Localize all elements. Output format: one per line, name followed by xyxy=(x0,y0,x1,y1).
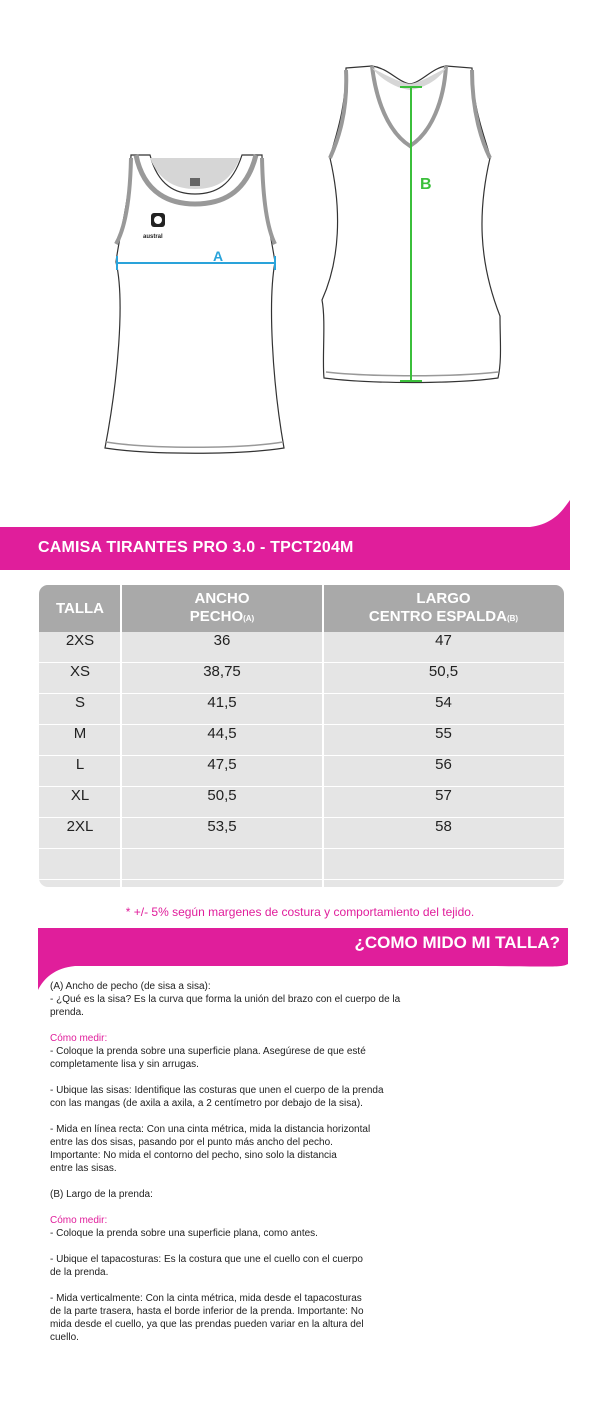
cell-largo: 50,5 xyxy=(428,663,459,680)
cell-talla: L xyxy=(75,756,85,773)
cell-talla xyxy=(39,849,121,879)
cell-talla: XS xyxy=(69,663,90,680)
section-a-title: (A) Ancho de pecho (de sisa a sisa): xyxy=(50,981,211,992)
header-talla: TALLA xyxy=(55,599,105,617)
cell-largo: 47 xyxy=(435,632,452,649)
cell-ancho: 36 xyxy=(213,632,231,649)
cell-ancho: 41,5 xyxy=(207,694,237,711)
neck-label-icon xyxy=(190,178,200,186)
section-b-title: (B) Largo de la prenda: xyxy=(50,1189,153,1200)
title-banner xyxy=(0,500,600,570)
column-divider xyxy=(322,585,324,887)
step-text: - Ubique el tapacosturas: Es la costura que une el cuello con el cuerpo de la prenda. xyxy=(50,1254,363,1278)
cell-largo xyxy=(323,849,564,879)
cell-talla: 2XL xyxy=(66,818,94,835)
howto-title: ¿COMO MIDO MI TALLA? xyxy=(354,933,560,952)
step-text: - Coloque la prenda sobre una superficie plana, como antes. xyxy=(50,1228,318,1239)
table-row xyxy=(39,787,564,818)
sisa-definition: - ¿Qué es la sisa? Es la curva que forma la unión del brazo con el cuerpo de la prenda. xyxy=(50,994,401,1018)
cell-talla: 2XS xyxy=(65,632,95,649)
cell-ancho: 47,5 xyxy=(207,756,237,773)
cell-largo: 55 xyxy=(435,725,452,742)
cell-largo: 58 xyxy=(435,818,452,835)
measure-b-label: B xyxy=(420,176,432,193)
cell-ancho xyxy=(121,849,323,879)
measure-a-label: A xyxy=(213,248,224,264)
table-row-empty xyxy=(39,849,564,880)
como-medir-heading: Cómo medir: xyxy=(50,1215,108,1226)
cell-ancho: 38,75 xyxy=(203,663,241,680)
garment-illustration xyxy=(0,0,600,500)
product-title: CAMISA TIRANTES PRO 3.0 - TPCT204M xyxy=(38,539,354,556)
table-row xyxy=(39,632,564,663)
cell-largo: 56 xyxy=(435,756,452,773)
column-divider xyxy=(120,585,122,887)
cell-talla: S xyxy=(74,694,85,711)
cell-talla: XL xyxy=(70,787,90,804)
tank-top-drawing xyxy=(0,0,600,500)
table-row xyxy=(39,756,564,787)
measure-instructions xyxy=(50,980,450,1344)
table-header xyxy=(39,585,564,632)
header-largo-espalda: LARGO CENTRO ESPALDA(B) xyxy=(368,589,519,625)
table-body xyxy=(39,632,564,880)
cell-largo: 57 xyxy=(435,787,452,804)
cell-ancho: 50,5 xyxy=(207,787,237,804)
svg-text:austral: austral xyxy=(143,234,163,240)
cell-ancho: 53,5 xyxy=(207,818,237,835)
table-row xyxy=(39,694,564,725)
step-text: - Ubique las sisas: Identifique las costuras que unen el cuerpo de la prenda con las mangas (de axila a axila, a 2 centímetro por debajo de la sisa). xyxy=(50,1085,384,1109)
cell-talla: M xyxy=(73,725,87,742)
step-text: - Mida verticalmente: Con la cinta métrica, mida desde el tapacosturas de la parte trasera, hasta el borde inferior de la prenda. Importante: No mida desde el cuello, ya que las prendas pueden variar en la altura del cuello. xyxy=(50,1293,364,1343)
size-table xyxy=(39,585,564,887)
header-ancho-pecho: ANCHO PECHO(A) xyxy=(189,589,255,625)
tolerance-note: * +/- 5% según margenes de costura y comportamiento del tejido. xyxy=(125,905,475,919)
cell-ancho: 44,5 xyxy=(207,725,237,742)
step-text: - Coloque la prenda sobre una superficie plana. Asegúrese de que esté completamente lisa y sin arrugas. xyxy=(50,1046,366,1070)
front-tank-top xyxy=(105,155,284,453)
table-row xyxy=(39,818,564,849)
table-row xyxy=(39,663,564,694)
table-row xyxy=(39,725,564,756)
step-text: - Mida en línea recta: Con una cinta métrica, mida la distancia horizontal entre las dos sisas, pasando por el punto más ancho del pecho. Importante: No mida el contorno del pecho, sino solo la distancia entre las sisas. xyxy=(50,1124,371,1174)
cell-largo: 54 xyxy=(435,694,452,711)
como-medir-heading: Cómo medir: xyxy=(50,1033,108,1044)
